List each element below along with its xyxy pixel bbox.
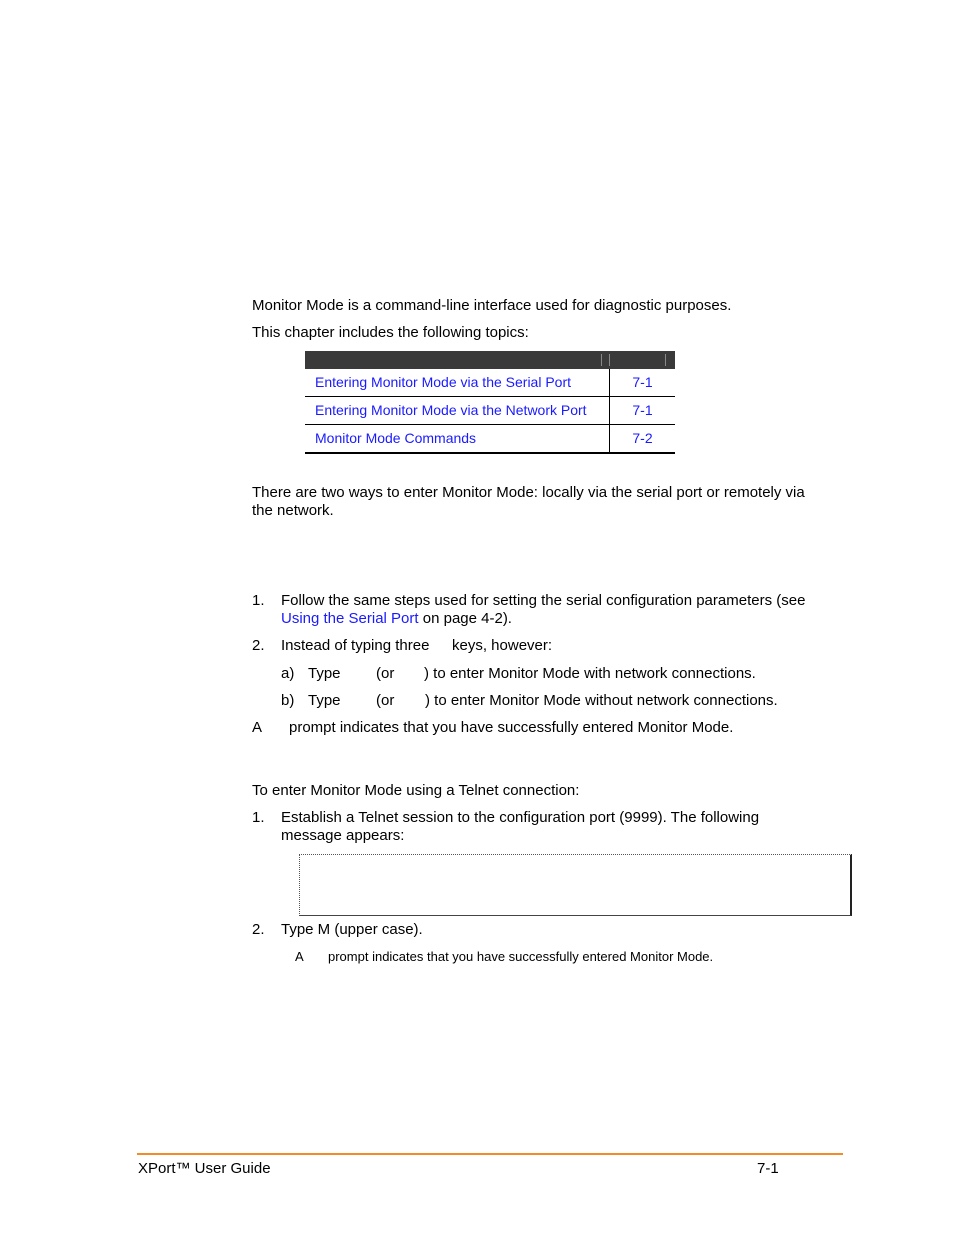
step-number: 1. — [252, 809, 265, 826]
page-link[interactable]: 7-1 — [632, 402, 653, 418]
topic-link-network-port[interactable]: Entering Monitor Mode via the Network Port — [315, 402, 587, 418]
footer-page-number: 7-1 — [757, 1160, 779, 1177]
topics-table — [305, 351, 675, 454]
step-number: 1. — [252, 592, 265, 609]
using-serial-port-link[interactable]: Using the Serial Port — [281, 610, 419, 627]
network-step1-text: Establish a Telnet session to the configuration port (9999). The following — [281, 809, 760, 826]
serial-result-text: prompt indicates that you have successfully entered Monitor Mode. — [289, 719, 734, 736]
serial-step1-line2: Using the Serial Port on page 4-2). — [281, 610, 512, 627]
substep-or: (or — [376, 665, 395, 682]
serial-step1-text: Follow the same steps used for setting the serial configuration parameters (see — [281, 592, 806, 609]
topics-intro: This chapter includes the following topics: — [252, 324, 529, 341]
table-row — [305, 369, 675, 397]
entering-paragraph-line1: There are two ways to enter Monitor Mode: locally via the serial port or remotely via — [252, 484, 805, 501]
substep-type: Type — [308, 692, 341, 709]
network-intro: To enter Monitor Mode using a Telnet connection: — [252, 782, 580, 799]
network-result-text: prompt indicates that you have successfully entered Monitor Mode. — [328, 949, 714, 964]
substep-b-text: ) to enter Monitor Mode without network connections. — [425, 692, 778, 709]
topic-link-serial-port[interactable]: Entering Monitor Mode via the Serial Port — [315, 374, 572, 390]
substep-label: b) — [281, 692, 295, 709]
substep-or: (or — [376, 692, 395, 709]
serial-result-a: A — [252, 719, 263, 736]
footer-rule — [137, 1153, 843, 1155]
table-row — [305, 397, 675, 425]
network-step2-text: Type M (upper case). — [281, 921, 423, 938]
serial-step2-text-b: keys, however: — [452, 637, 553, 654]
table-row — [305, 425, 675, 454]
substep-a-text: ) to enter Monitor Mode with network connections. — [424, 665, 756, 682]
page-link[interactable]: 7-2 — [632, 430, 653, 446]
message-code-box — [299, 854, 852, 916]
entering-paragraph-line2: the network. — [252, 502, 334, 519]
topics-table-header — [305, 351, 675, 369]
substep-type: Type — [308, 665, 341, 682]
footer-title: XPort™ User Guide — [138, 1160, 271, 1177]
serial-step2-text-a: Instead of typing three — [281, 637, 430, 654]
network-result-a: A — [295, 949, 304, 964]
step-number: 2. — [252, 637, 265, 654]
network-step1-line2: message appears: — [281, 827, 405, 844]
page-link[interactable]: 7-1 — [632, 374, 653, 390]
substep-label: a) — [281, 665, 295, 682]
step-number: 2. — [252, 921, 265, 938]
intro-text: Monitor Mode is a command-line interface used for diagnostic purposes. — [252, 297, 732, 314]
topic-link-commands[interactable]: Monitor Mode Commands — [315, 430, 477, 446]
